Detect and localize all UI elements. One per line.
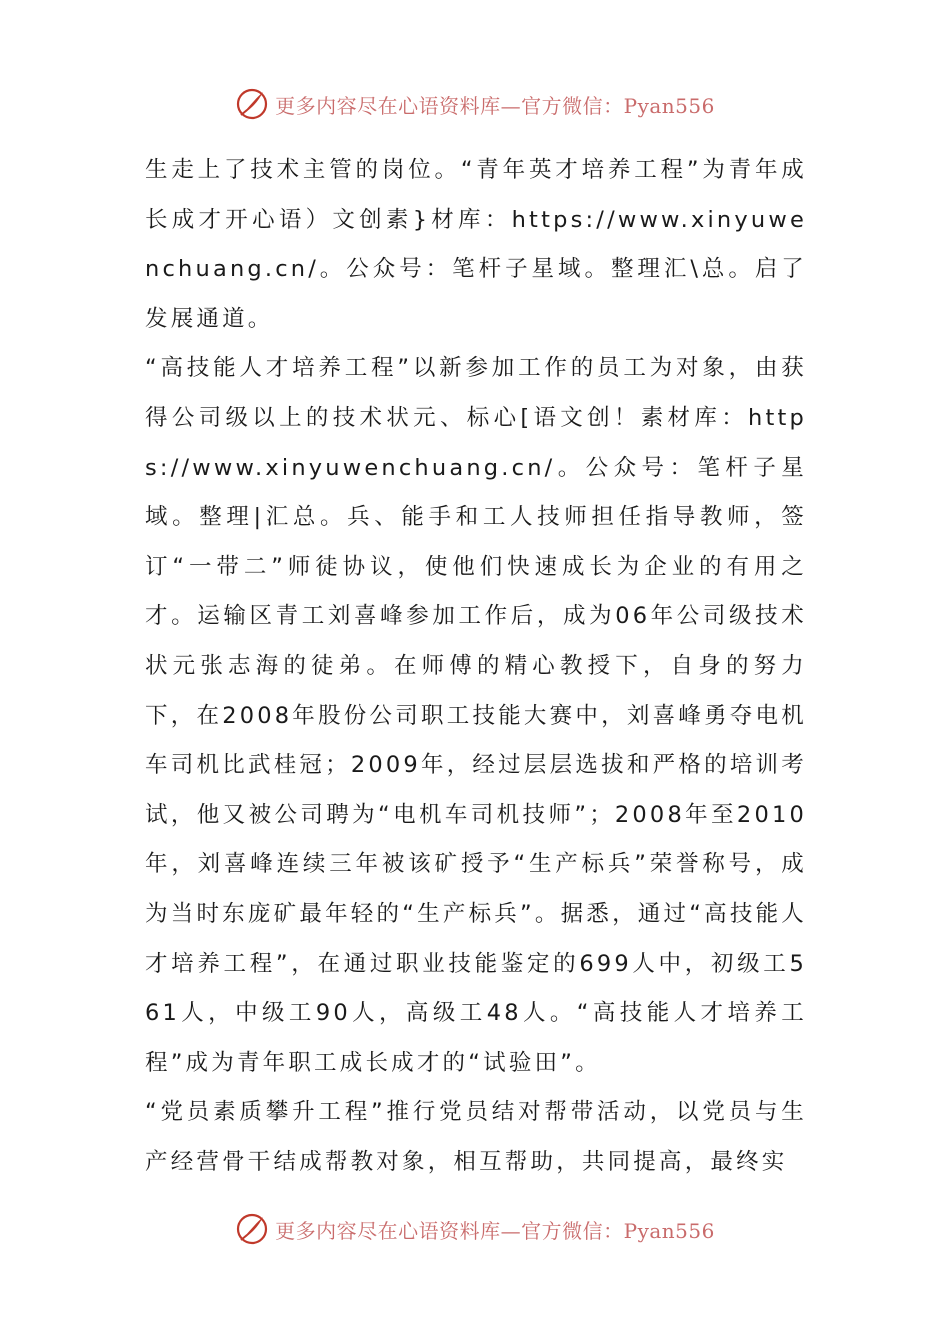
- quill-pen-logo-icon: [235, 1212, 269, 1246]
- document-body: [145, 146, 807, 1187]
- quill-pen-logo-icon: [235, 87, 269, 121]
- header-banner: [0, 82, 950, 126]
- paragraph-3: “党员素质攀升工程”推行党员结对帮带活动，以党员与生产经营骨干结成帮教对象，相互帮助，共同提高，最终实: [145, 1099, 807, 1175]
- paragraph-2: “高技能人才培养工程”以新参加工作的员工为对象，由获得公司级以上的技术状元、标心[语文创！素材库：https://www.xinyuwenchuang.cn/。公众号：笔杆子星域。整理|汇总。兵、能手和工人技师担任指导教师，签订“一带二”师徒协议，使他们快速成长为企业的有用之才。运输区青工刘喜峰参加工作后，成为06年公司级技术状元张志海的徒弟。在师傅的精心教授下，自身的努力下，在2008年股份公司职工技能大赛中，刘喜峰勇夺电机车司机比武桂冠；2009年，经过层层选拔和严格的培训考试，他又被公司聘为“电机车司机技师”；2008年至2010年，刘喜峰连续三年被该矿授予“生产标兵”荣誉称号，成为当时东庞矿最年轻的“生产标兵”。据悉，通过“高技能人才培养工程”，在通过职业技能鉴定的699人中，初级工561人，中级工90人，高级工48人。“高技能人才培养工程”成为青年职工成长成才的“试验田”。: [145, 355, 807, 1076]
- header-banner-text: 更多内容尽在心语资料库—官方微信：Pyan556: [275, 93, 715, 118]
- footer-banner: [0, 1207, 950, 1251]
- paragraph-1: 生走上了技术主管的岗位。“青年英才培养工程”为青年成长成才开心语）文创素}材库：https://www.xinyuwenchuang.cn/。公众号：笔杆子星域。整理汇\总。启了发展通道。: [145, 157, 807, 332]
- footer-banner-text: 更多内容尽在心语资料库—官方微信：Pyan556: [275, 1218, 715, 1243]
